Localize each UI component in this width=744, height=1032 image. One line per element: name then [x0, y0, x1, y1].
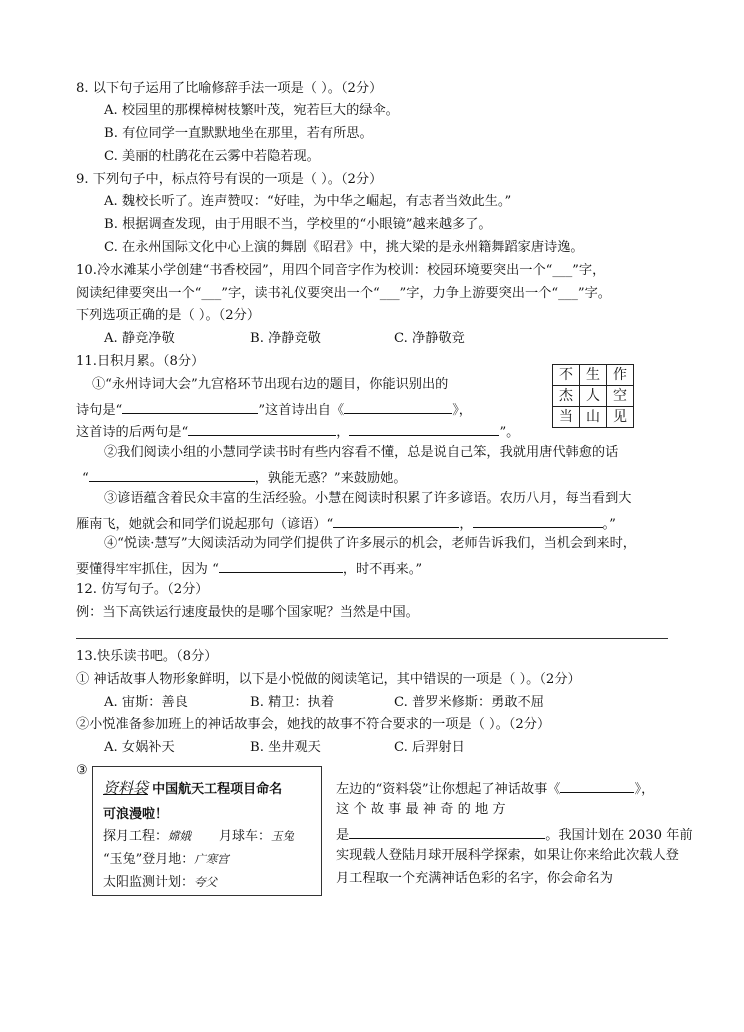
grid-cell: 山	[580, 407, 607, 428]
q9-option-a: A. 魏校长听了。连声赞叹：“好哇，为中华之崛起，有志者当效此生。”	[104, 194, 512, 209]
text: ，时不再来。”	[342, 562, 423, 577]
text: ”。	[499, 425, 520, 440]
text: 这首诗的后两句是“	[76, 425, 189, 440]
text: “玉兔”登月地：	[103, 852, 195, 867]
q13-sub2-option-a: A. 女娲补天	[104, 740, 175, 755]
info-box-row-3	[103, 871, 217, 890]
text: 要懂得牢牢抓住，因为 “	[76, 562, 219, 577]
q9-option-c: C. 在永州国际文化中心上演的舞剧《昭君》中，挑大梁的是永州籍舞蹈家唐诗逸。	[104, 240, 584, 255]
poem-grid	[552, 364, 634, 428]
q11-part2-line1: ②我们阅读小组的小慧同学读书时有些内容看不懂，总是说自己笨，我就用唐代韩愈的话	[104, 445, 619, 460]
text: 。”	[602, 517, 616, 532]
q10-line-1: 10.冷水滩某小学创建“书香校园”，用四个同音字作为校训：校园环境要突出一个“___”字，	[76, 263, 606, 278]
answer-blank[interactable]	[89, 467, 255, 482]
answer-blank[interactable]	[333, 513, 459, 528]
grid-cell: 杰	[553, 386, 580, 407]
answer-line[interactable]	[76, 638, 668, 639]
q12-example: 例：当下高铁运行速度最快的是哪个国家呢？当然是中国。	[76, 605, 419, 620]
text: 嫦娥	[168, 829, 192, 843]
answer-blank[interactable]	[560, 778, 634, 793]
q10-option-b: B. 净静竞敬	[250, 331, 321, 346]
text: ，	[336, 425, 350, 440]
info-box	[92, 766, 322, 896]
text: 左边的“资料袋”让你想起了神话故事《	[336, 782, 561, 797]
q13-sub1-option-b: B. 精卫：执着	[250, 695, 335, 710]
q8-option-a: A. 校园里的那棵樟树枝繁叶茂，宛若巨大的绿伞。	[104, 103, 399, 118]
text: 太阳监测计划：	[103, 875, 195, 890]
grid-cell: 空	[607, 386, 634, 407]
text: 夸父	[194, 875, 218, 889]
info-box-row-1	[103, 825, 294, 844]
answer-blank[interactable]	[219, 558, 343, 573]
q12-title: 12. 仿写句子。（2分）	[76, 582, 209, 597]
info-box-head-2: 可浪漫啦！	[103, 807, 169, 822]
q13-sub2-option-c: C. 后羿射日	[394, 740, 465, 755]
q11-part1-line3	[76, 421, 519, 442]
q8-stem: 8. 以下句子运用了比喻修辞手法一项是（ ）。（2分）	[76, 81, 383, 96]
text: ”这首诗出自《	[258, 403, 345, 418]
q13-right-line1	[336, 778, 654, 799]
q11-title: 11.日积月累。（8分）	[76, 354, 205, 369]
q10-option-c: C. 净静敬竞	[394, 331, 465, 346]
text: 探月工程：	[103, 829, 169, 844]
q10-option-a: A. 静竞净敬	[104, 331, 175, 346]
q13-sub2: ②小悦准备参加班上的神话故事会，她找的故事不符合要求的一项是（ ）。（2分）	[76, 717, 551, 732]
q13-sub1-option-a: A. 宙斯：善良	[104, 695, 188, 710]
text: ，孰能无惑？”来鼓励她。	[254, 471, 407, 486]
grid-cell: 不	[553, 365, 580, 386]
q13-sub1: ① 神话故事人物形象鲜明，以下是小悦做的阅读笔记，其中错误的一项是（ ）。（2分）	[76, 672, 581, 687]
q11-part4-line1: ④“悦读·慧写”大阅读活动为同学们提供了许多展示的机会，老师告诉我们，当机会到来时，	[104, 536, 636, 551]
q11-part3-line2	[76, 513, 616, 534]
q8-option-c: C. 美丽的杜鹃花在云雾中若隐若现。	[104, 149, 320, 164]
q13-sub1-option-c: C. 普罗米修斯：勇敢不屈	[394, 695, 544, 710]
text: 月球车：	[219, 829, 272, 844]
q13-sub2-option-b: B. 坐井观天	[250, 740, 321, 755]
q10-line-3: 下列选项正确的是（ ）。（2分）	[76, 308, 261, 323]
text: 是	[336, 828, 350, 843]
text: 。我国计划在 2030 年前	[545, 828, 693, 843]
q8-option-b: B. 有位同学一直默默地坐在那里，若有所思。	[104, 126, 373, 141]
q13-title: 13.快乐读书吧。（8分）	[76, 649, 218, 664]
text: 》，	[634, 782, 655, 797]
info-box-heading	[103, 777, 282, 798]
q13-right-line4: 实现载人登陆月球开展科学探索，如果让你来给此次载人登	[336, 848, 679, 863]
q13-sub3-marker: ③	[76, 763, 88, 778]
info-box-head-1: 中国航天工程项目命名	[152, 782, 283, 797]
grid-cell: 见	[607, 407, 634, 428]
q11-part2-line2	[82, 467, 407, 488]
text: 玉兔	[271, 829, 295, 843]
q11-part3-line1: ③谚语蕴含着民众丰富的生活经验。小慧在阅读时积累了许多谚语。农历八月，每当看到大	[104, 491, 632, 506]
text: 雁南飞，她就会和同学们说起那句（谚语）“	[76, 517, 334, 532]
q11-part1-line1: ①“永州诗词大会”九宫格环节出现右边的题目，你能识别出的	[92, 377, 449, 392]
answer-blank[interactable]	[188, 421, 336, 436]
q13-right-line2: 这 个 故 事 最 神 奇 的 地 方	[336, 802, 506, 817]
q11-part4-line2	[76, 558, 422, 579]
q11-part1-line2	[76, 399, 472, 420]
grid-cell: 当	[553, 407, 580, 428]
text: 》，	[452, 403, 472, 418]
grid-cell: 人	[580, 386, 607, 407]
q9-stem: 9. 下列句子中，标点符号有误的一项是（ ）。（2分）	[76, 172, 383, 187]
q9-option-b: B. 根据调查发现，由于用眼不当，学校里的“小眼镜”越来越多了。	[104, 217, 492, 232]
q10-line-2: 阅读纪律要突出一个“___”字，读书礼仪要突出一个“___”字，力争上游要突出一个“___”字。	[76, 286, 611, 301]
info-box-tag: 资料袋	[103, 779, 149, 797]
answer-blank[interactable]	[349, 824, 545, 839]
text: 广寒宫	[194, 852, 229, 866]
grid-cell: 生	[580, 365, 607, 386]
text: 诗句是“	[76, 403, 123, 418]
text: “	[82, 471, 89, 486]
answer-blank[interactable]	[349, 421, 499, 436]
text: ，	[459, 517, 473, 532]
answer-blank[interactable]	[473, 513, 603, 528]
q13-right-line3	[336, 824, 693, 845]
answer-blank[interactable]	[122, 399, 258, 414]
answer-blank[interactable]	[344, 399, 452, 414]
info-box-row-2	[103, 848, 229, 867]
q13-right-line5: 月工程取一个充满神话色彩的名字，你会命名为	[336, 871, 613, 886]
grid-cell: 作	[607, 365, 634, 386]
